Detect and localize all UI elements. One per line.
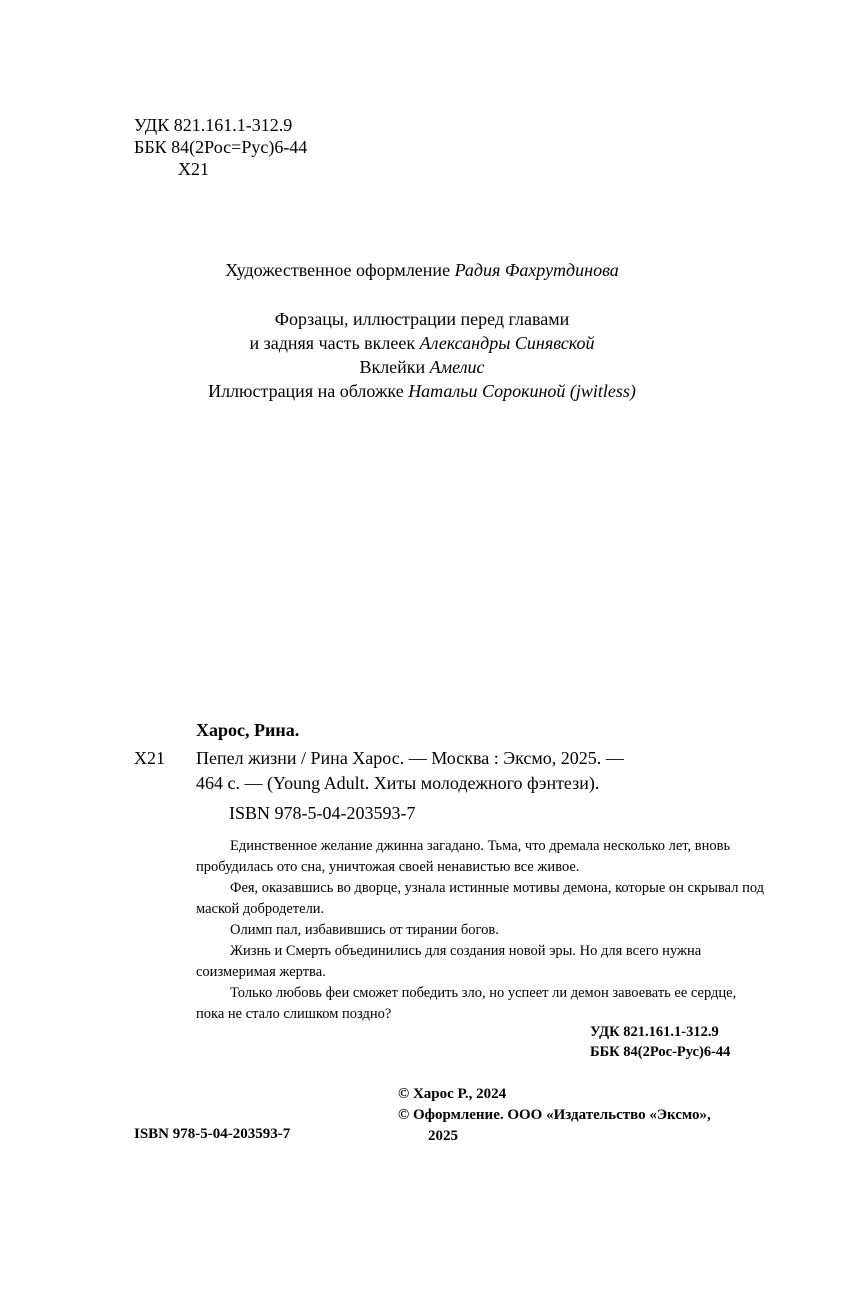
bbk-code-right: ББК 84(2Рос-Рус)6-44 (590, 1044, 731, 1060)
endpapers-credit: Форзацы, иллюстрации перед главами (274, 309, 570, 329)
abstract-paragraph-1: Единственное желание джинна загадано. Тьма, что дремала несколько лет, вновь пробудилась ото сна, уничтожая своей ненавистью все живое. (196, 838, 731, 875)
credits-block (0, 307, 844, 403)
bbk-code: ББК 84(2Рос=Рус)6-44 (134, 137, 308, 157)
inserts-back-credit (0, 331, 844, 355)
cover-label: Иллюстрация на обложке (208, 381, 404, 401)
abstract-paragraph-5: Только любовь феи сможет победить зло, но успеет ли демон завоевать ее сердце, пока не стало слишком поздно? (196, 985, 737, 1022)
copyright-design: © Оформление. ООО «Издательство «Эксмо», (398, 1107, 711, 1123)
cover-name: Натальи Сорокиной (jwitless) (408, 381, 636, 401)
art-design-label: Художественное оформление (225, 260, 451, 280)
catalog-isbn: ISBN 978-5-04-203593-7 (229, 803, 416, 823)
catalog-author-mark: Х21 (134, 748, 165, 768)
abstract-paragraph-3: Олимп пал, избавившись от тирании богов. (230, 922, 499, 938)
catalog-author-heading: Харос, Рина. (196, 720, 300, 740)
header-codes (134, 114, 307, 180)
author-mark: Х21 (178, 159, 209, 179)
abstract-paragraph-2: Фея, оказавшись во дворце, узнала истинные мотивы демона, которые он скрывал под маской добродетели. (196, 880, 765, 917)
udk-code: УДК 821.161.1-312.9 (134, 115, 293, 135)
inserts-label: Вклейки (359, 357, 426, 377)
abstract (196, 836, 766, 1025)
copyright-block (398, 1084, 711, 1147)
codes-right (590, 1022, 730, 1062)
footer-isbn: ISBN 978-5-04-203593-7 (134, 1126, 291, 1142)
catalog-title-line-2: 464 с. — (Young Adult. Хиты молодежного фэнтези). (196, 773, 600, 793)
abstract-paragraph-4: Жизнь и Смерть объединились для создания новой эры. Но для всего нужна соизмеримая жертва. (196, 943, 702, 980)
inserts-back-label: и задняя часть вклеек (249, 333, 416, 353)
copyright-author: © Харос Р., 2024 (398, 1086, 507, 1102)
inserts-name: Амелис (429, 357, 485, 377)
copyright-design-year: 2025 (428, 1128, 458, 1144)
cover-credit (0, 379, 844, 403)
inserts-back-name: Александры Синявской (419, 333, 595, 353)
inserts-credit (0, 355, 844, 379)
art-design-credit (0, 258, 844, 282)
catalog-title-line-1: Пепел жизни / Рина Харос. — Москва : Эксмо, 2025. — (196, 748, 624, 768)
udk-code-right: УДК 821.161.1-312.9 (590, 1024, 719, 1040)
art-design-name: Радия Фахрутдинова (454, 260, 619, 280)
